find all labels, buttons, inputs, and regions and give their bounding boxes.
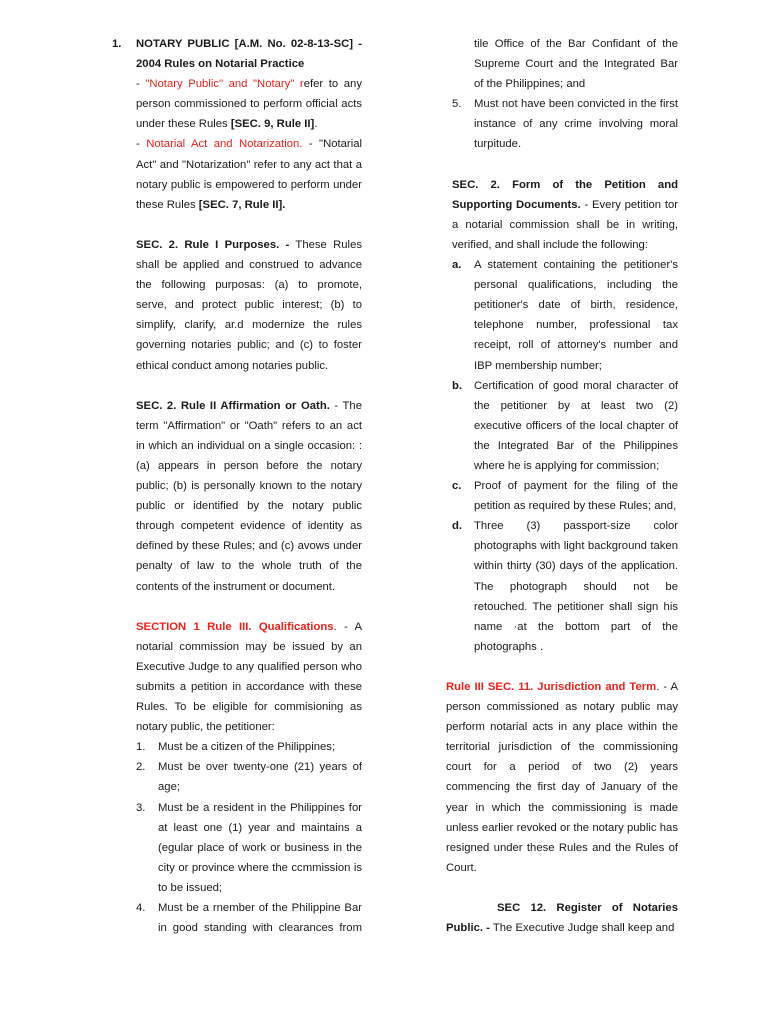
affirmation-line: (a) appears in person before the notary [136, 459, 362, 472]
definition-notarial-act-line-2: Act" and "Notarization" refer to any act that a [136, 158, 362, 171]
jurisdiction-line: Court. [446, 861, 477, 874]
purposes-line: shall be applied and construed to advance [136, 259, 362, 272]
purposes-line-1: SEC. 2. Rule I Purposes. - These Rules [136, 238, 362, 251]
definition-notarial-act-line-4: these Rules [SEC. 7, Rule II]. [136, 198, 286, 211]
qualifications-line: Executive Judge to any qualified person who [136, 660, 362, 673]
definition-notarial-act-line-1: - Notarial Act and Notarization. - "Notarial [136, 138, 362, 151]
list-item: a. A statement containing the petitioner's personal qualifications, including the petitioner's date of birth, residence, telephone number, professional tax receipt, roll of attorney's number and IBP membership number; [452, 259, 678, 372]
jurisdiction-line: commencing the first day of January of the [446, 781, 678, 794]
register-heading-line-2: Public. - The Executive Judge shall keep and [446, 922, 675, 935]
purposes-line: ethical conduct among notaries public. [136, 359, 329, 372]
jurisdiction-line: perform notarial acts in any place within the [446, 721, 678, 734]
definition-notarial-act-line-3: notary public is empowered to perform under [136, 178, 362, 191]
qualifications-line-1: SECTION 1 Rule III. Qualifications. - A [136, 620, 362, 633]
register-heading-line-1: SEC 12. Register of Notaries [497, 902, 678, 915]
section-purposes [136, 235, 362, 376]
qualifications-line: Rules. To be eligible for commisioning as [136, 701, 362, 714]
qualifications-line: notarial commission may be issued by an [136, 640, 362, 653]
jurisdiction-line: year in which the commissioning is made [446, 801, 678, 814]
jurisdiction-line-1: Rule III SEC. 11. Jurisdiction and Term. - A [446, 681, 678, 693]
list-item: 5. Must not have been convicted in the first instance of any crime involving moral turpitude. [452, 98, 678, 151]
list-item: 3. Must be a resident in the Philippines for at least one (1) year and maintains a (egular place of work or business in the city or province where the ccmmission is to be issued; [136, 801, 362, 894]
form-line: a notarial commission shall be in writing, [452, 218, 678, 231]
section-register [446, 898, 678, 938]
qualifications-line: submits a petition in accordance with these [136, 681, 362, 693]
jurisdiction-line: person commissioned as notary public may [446, 701, 678, 714]
definition-notary-line-1: - "Notary Public" and "Notary" refer to any [136, 78, 362, 91]
left-column [112, 34, 362, 938]
list-item: 2. Must be over twenty-one (21) years of age; [136, 761, 362, 794]
definition-notary-line-2: person commissioned to perform official acts [136, 98, 362, 111]
affirmation-line: penalty of law to the whole truth of the [136, 560, 362, 573]
right-column [446, 34, 678, 938]
section-form-of-petition [446, 175, 678, 255]
list-item-continued: tile Office of the Bar Confidant of the Supreme Court and the Integrated Bar of the Philippines; and [474, 38, 678, 91]
affirmation-line: public or identified by the notary public [136, 500, 362, 513]
notary-public-heading [112, 34, 362, 74]
form-heading-line-1: SEC. 2. Form of the Petition and [452, 178, 678, 191]
section-jurisdiction [446, 677, 678, 878]
list-item: c. Proof of payment for the filing of the petition as required by these Rules; and, [452, 480, 678, 513]
affirmation-line: through competent evidence of identity as [136, 520, 362, 533]
jurisdiction-line: court for a period of two (2) years [446, 761, 678, 774]
jurisdiction-line: resigned under these Rules and the Rules of [446, 841, 678, 854]
affirmation-line-1: SEC. 2. Rule II Affirmation or Oath. - The [136, 399, 362, 412]
item-number: 1. [112, 38, 122, 50]
list-item: d. Three (3) passport-size color photographs with light background taken within thirty (30) days of the application. The photograph should not be retouched. The petitioner shall sign his name ·at the bottom part of the photographs . [452, 520, 678, 653]
affirmation-line: term "Affirmation" or "Oath" refers to an act [136, 419, 362, 432]
affirmation-line: public; (b) is personally known to the notary [136, 480, 362, 493]
heading-line-2: 2004 Rules on Notarial Practice [136, 58, 305, 71]
form-line: verified, and shall include the following: [452, 238, 648, 251]
qualifications-line: notary public, the petitioner: [136, 721, 275, 734]
affirmation-line: defined by these Rules; and (c) avows under [136, 540, 362, 553]
section-qualifications [136, 617, 362, 939]
purposes-line: simplify, clarify, ar.d modernize the rules [136, 319, 362, 332]
heading-line-1: NOTARY PUBLIC [A.M. No. 02-8-13-SC] - [136, 38, 362, 50]
affirmation-line: in which an individual on a single occasion: : [136, 439, 362, 452]
section-affirmation [136, 396, 362, 597]
jurisdiction-line: territorial jurisdiction of the commissioning [446, 741, 678, 754]
affirmation-line: contents of the instrument or document. [136, 580, 336, 593]
definition-notary-line-3: under these Rules [SEC. 9, Rule II]. [136, 118, 318, 131]
list-item: 1. Must be a citizen of the Philippines; [136, 741, 336, 754]
list-item: 4. Must be a rnember of the Philippine Bar in good standing with clearances from [136, 902, 362, 935]
jurisdiction-line: unless earlier revoked or the notary public has [446, 821, 678, 834]
purposes-line: the following purposas: (a) to promote, [136, 279, 362, 292]
list-item: b. Certification of good moral character of the petitioner by at least two (2) executive officers of the local chapter of the Integrated Bar of the Philippines where he is applying for commission; [452, 379, 678, 472]
purposes-line: serve, and protect public interest; (b) to [136, 299, 362, 312]
form-heading-line-2: Supporting Documents. - Every petition tor [452, 198, 679, 211]
purposes-line: governing notaries public; and (c) to foster [136, 339, 362, 352]
